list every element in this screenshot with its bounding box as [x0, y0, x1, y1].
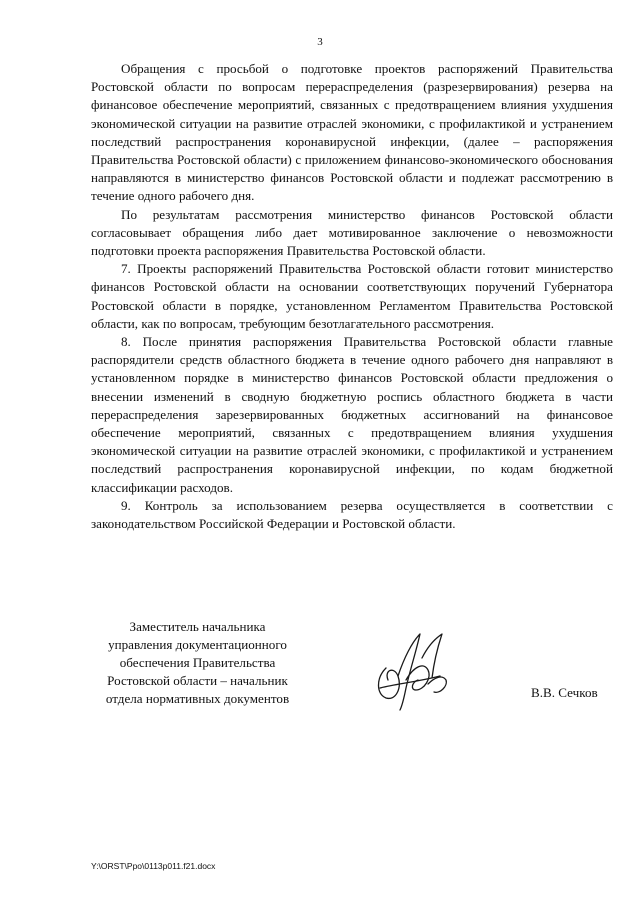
paragraph-2: По результатам рассмотрения министерство финансов Ростовской области согласовывает обращения либо дает мотивированное заключение о невозможности подготовки проекта распоряжения Правительства Ростовской области.: [91, 206, 613, 259]
paragraph-1: Обращения с просьбой о подготовке проектов распоряжений Правительства Ростовской области по вопросам перераспределения (разрезервирования) резерва на финансовое обеспечение мероприятий, связанных с предотвращением влияния ухудшения экономической ситуации на развитие отраслей экономики, с профилактикой и устранением последствий распространения коронавирусной инфекции, (далее – распоряжения Правительства Ростовской области) с приложением финансово-экономического обоснования направляются в министерство финансов Ростовской области и подлежат рассмотрению в течение одного рабочего дня.: [91, 61, 613, 204]
signatory-name: В.В. Сечков: [531, 685, 598, 700]
signatory-position-line: отдела нормативных документов: [105, 691, 290, 706]
signatory-position: [95, 618, 300, 708]
signatory-position-line: управления документационного: [108, 637, 287, 652]
signatory-position-line: Ростовской области – начальник: [107, 673, 288, 688]
paragraph-3: 7. Проекты распоряжений Правительства Ростовской области готовит министерство финансов Ростовской области на основании соответствующих поручений Губернатора Ростовской области в порядке, установленном Регламентом Правительства Ростовской области, как по вопросам, требующим безотлагательного рассмотрения.: [91, 261, 613, 331]
signatory-position-line: обеспечения Правительства: [119, 655, 276, 670]
document-body: [91, 60, 613, 533]
paragraph-5: 9. Контроль за использованием резерва осуществляется в соответствии с законодательством Российской Федерации и Ростовской области.: [91, 497, 613, 532]
signatory-position-line: Заместитель начальника: [129, 619, 266, 634]
footer-file-path: Y:\ORST\Ppo\0113p011.f21.docx: [91, 861, 216, 871]
handwritten-signature: [372, 628, 452, 712]
paragraph-4: 8. После принятия распоряжения Правительства Ростовской области главные распорядители средств областного бюджета в течение одного рабочего дня направляют в установленном порядке в министерство финансов Ростовской области предложения о внесении изменений в сводную бюджетную роспись областного бюджета в части перераспределения зарезервированных бюджетных ассигнований на финансовое обеспечение мероприятий, связанных с предотвращением влияния ухудшения экономической ситуации на развитие отраслей экономики, с профилактикой и устранением последствий распространения коронавирусной инфекции, по кодам бюджетной классификации расходов.: [91, 334, 613, 495]
page-number: 3: [317, 36, 323, 48]
